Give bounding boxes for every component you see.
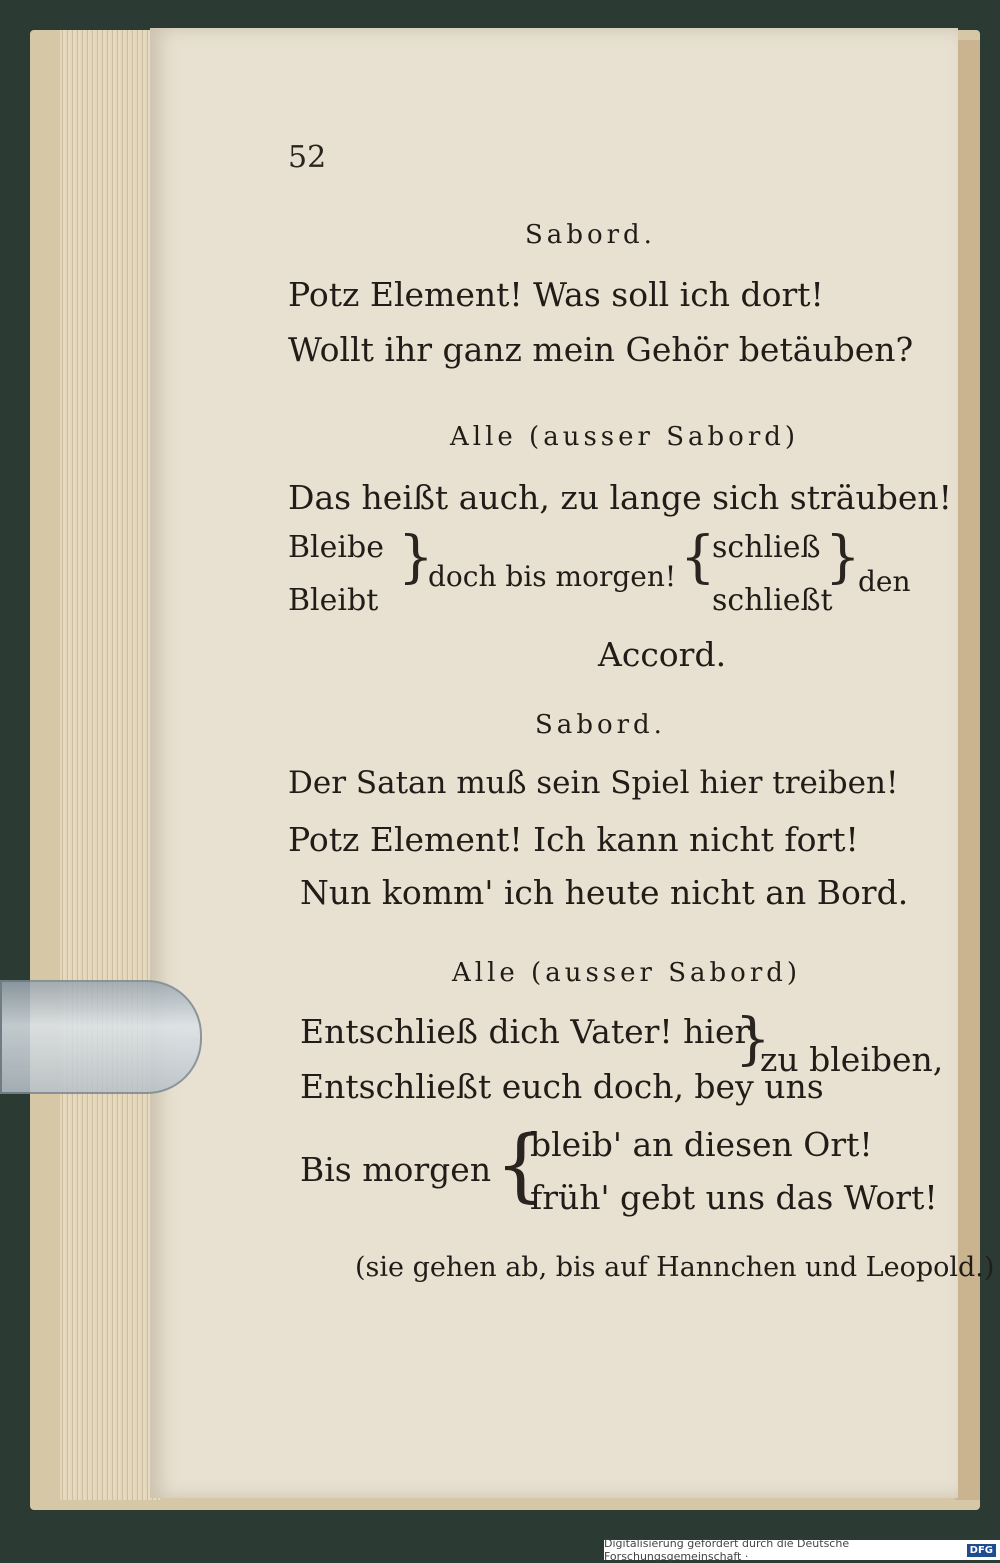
verse-line: Wollt ihr ganz mein Gehör betäuben? bbox=[288, 330, 914, 369]
verse-line: Bleibe bbox=[288, 530, 384, 565]
speaker-sabord: Sabord. bbox=[525, 220, 656, 250]
speaker-sabord: Sabord. bbox=[535, 710, 666, 740]
page-stack-edge bbox=[60, 30, 160, 1500]
verse-line: schließt bbox=[712, 583, 833, 618]
verse-line: Nun komm' ich heute nicht an Bord. bbox=[300, 873, 909, 912]
left-brace: { bbox=[495, 1118, 546, 1211]
verse-line: Potz Element! Ich kann nicht fort! bbox=[288, 820, 859, 859]
funding-credit-text: Digitalisierung gefördert durch die Deutsche Forschungsgemeinschaft · bbox=[604, 1537, 850, 1563]
right-brace: } bbox=[735, 1007, 771, 1072]
stage-direction: (sie gehen ab, bis auf Hannchen und Leopold.) bbox=[355, 1252, 995, 1283]
verse-line: Der Satan muß sein Spiel hier treiben! bbox=[288, 765, 899, 801]
verse-line: Bleibt bbox=[288, 583, 379, 618]
verse-line: Bis morgen bbox=[300, 1150, 492, 1189]
verse-line: Potz Element! Was soll ich dort! bbox=[288, 275, 824, 314]
verse-line: schließ bbox=[712, 530, 821, 565]
verse-line: zu bleiben, bbox=[760, 1040, 944, 1079]
verse-line: früh' gebt uns das Wort! bbox=[530, 1178, 938, 1217]
page-number: 52 bbox=[288, 140, 327, 175]
verse-line: Das heißt auch, zu lange sich sträuben! bbox=[288, 478, 952, 517]
verse-line: bleib' an diesen Ort! bbox=[530, 1125, 873, 1164]
verse-line: Entschließt euch doch, bey uns bbox=[300, 1067, 824, 1106]
right-brace: } bbox=[825, 525, 861, 590]
funding-credit-bar bbox=[604, 1537, 1000, 1563]
speaker-alle: Alle (ausser Sabord) bbox=[452, 958, 802, 988]
verse-line: Accord. bbox=[598, 635, 727, 674]
page-clip bbox=[0, 980, 202, 1094]
left-brace: { bbox=[680, 525, 716, 590]
dfg-logo: DFG bbox=[967, 1544, 996, 1557]
verse-line: Entschließ dich Vater! hier bbox=[300, 1012, 751, 1051]
verse-line: doch bis morgen! bbox=[428, 560, 677, 593]
speaker-alle: Alle (ausser Sabord) bbox=[450, 422, 800, 452]
right-brace: } bbox=[398, 525, 434, 590]
verse-line: den bbox=[858, 565, 911, 598]
